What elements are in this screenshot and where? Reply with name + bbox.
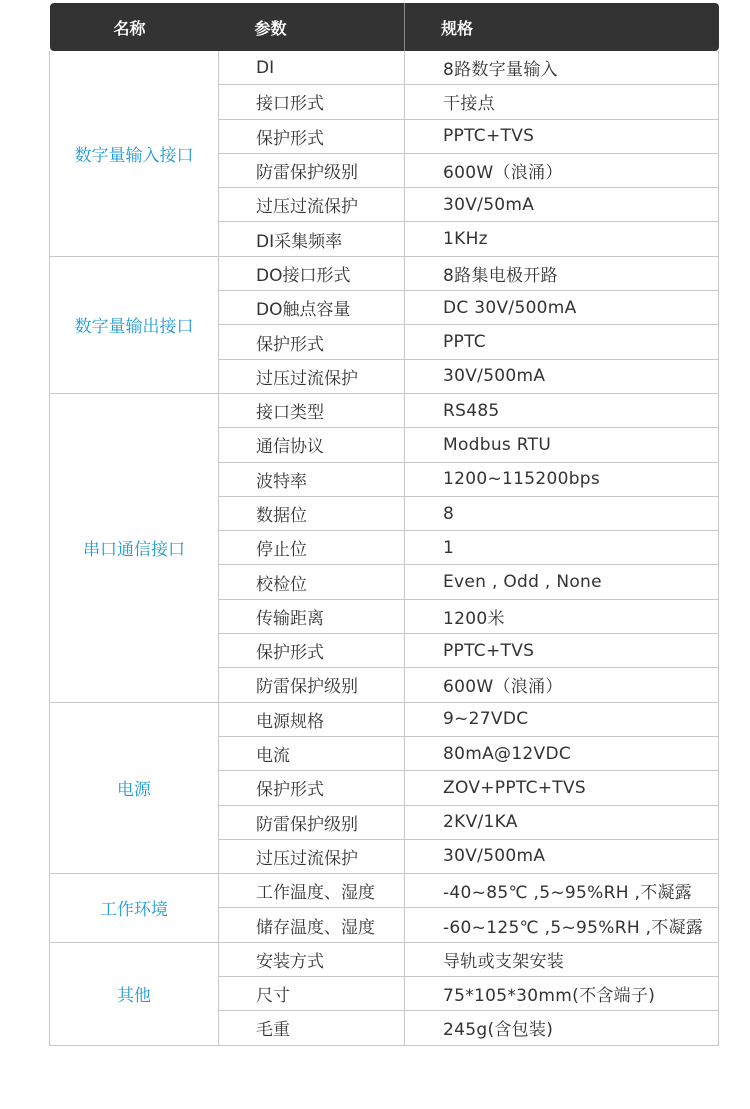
param-cell: 电源规格 <box>219 702 405 736</box>
spec-cell: PPTC+TVS <box>405 634 719 668</box>
param-cell: 过压过流保护 <box>219 359 405 393</box>
param-cell: 保护形式 <box>219 771 405 805</box>
param-cell: 过压过流保护 <box>219 839 405 873</box>
param-cell: 传输距离 <box>219 599 405 633</box>
param-cell: 过压过流保护 <box>219 188 405 222</box>
param-cell: 波特率 <box>219 462 405 496</box>
param-cell: DO接口形式 <box>219 256 405 290</box>
spec-cell: 1KHz <box>405 222 719 256</box>
param-cell: 保护形式 <box>219 325 405 359</box>
param-cell: 保护形式 <box>219 634 405 668</box>
param-cell: DO触点容量 <box>219 291 405 325</box>
group-name: 其他 <box>50 942 219 1045</box>
spec-cell: ZOV+PPTC+TVS <box>405 771 719 805</box>
spec-cell: 75*105*30mm(不含端子) <box>405 977 719 1011</box>
spec-cell: 30V/500mA <box>405 839 719 873</box>
header-row <box>50 3 719 51</box>
param-cell: 电流 <box>219 736 405 770</box>
spec-cell: -40~85℃ ,5~95%RH ,不凝露 <box>405 874 719 908</box>
param-cell: 通信协议 <box>219 428 405 462</box>
header-param: 参数 <box>219 3 405 51</box>
spec-cell: 600W（浪涌） <box>405 668 719 702</box>
table-row <box>50 874 719 908</box>
spec-table <box>49 3 719 1046</box>
param-cell: 毛重 <box>219 1011 405 1045</box>
table-row <box>50 393 719 427</box>
table-row <box>50 256 719 290</box>
spec-cell: RS485 <box>405 393 719 427</box>
param-cell: 防雷保护级别 <box>219 805 405 839</box>
group-name: 数字量输出接口 <box>50 256 219 393</box>
spec-cell: 9~27VDC <box>405 702 719 736</box>
spec-cell: 2KV/1KA <box>405 805 719 839</box>
spec-cell: 导轨或支架安装 <box>405 942 719 976</box>
spec-cell: 30V/50mA <box>405 188 719 222</box>
spec-body <box>50 51 719 1045</box>
group-name: 电源 <box>50 702 219 873</box>
spec-cell: PPTC <box>405 325 719 359</box>
table-row <box>50 942 719 976</box>
param-cell: DI采集频率 <box>219 222 405 256</box>
spec-cell: Even , Odd , None <box>405 565 719 599</box>
param-cell: 数据位 <box>219 496 405 530</box>
param-cell: 接口形式 <box>219 85 405 119</box>
spec-cell: 1200米 <box>405 599 719 633</box>
param-cell: 保护形式 <box>219 119 405 153</box>
group-name: 数字量输入接口 <box>50 51 219 256</box>
param-cell: 储存温度、湿度 <box>219 908 405 942</box>
spec-cell: Modbus RTU <box>405 428 719 462</box>
group-name: 串口通信接口 <box>50 393 219 702</box>
param-cell: 防雷保护级别 <box>219 668 405 702</box>
param-cell: 接口类型 <box>219 393 405 427</box>
param-cell: 校检位 <box>219 565 405 599</box>
param-cell: 防雷保护级别 <box>219 153 405 187</box>
spec-cell: DC 30V/500mA <box>405 291 719 325</box>
group-name: 工作环境 <box>50 874 219 943</box>
spec-cell: 1200~115200bps <box>405 462 719 496</box>
param-cell: 安装方式 <box>219 942 405 976</box>
spec-cell: 干接点 <box>405 85 719 119</box>
spec-cell: 600W（浪涌） <box>405 153 719 187</box>
spec-cell: 8 <box>405 496 719 530</box>
spec-cell: 1 <box>405 531 719 565</box>
spec-cell: 8路数字量输入 <box>405 51 719 85</box>
header-name: 名称 <box>50 3 219 51</box>
param-cell: 尺寸 <box>219 977 405 1011</box>
spec-cell: 8路集电极开路 <box>405 256 719 290</box>
spec-cell: PPTC+TVS <box>405 119 719 153</box>
param-cell: DI <box>219 51 405 85</box>
header-spec: 规格 <box>405 3 719 51</box>
param-cell: 停止位 <box>219 531 405 565</box>
spec-cell: 80mA@12VDC <box>405 736 719 770</box>
spec-cell: -60~125℃ ,5~95%RH ,不凝露 <box>405 908 719 942</box>
param-cell: 工作温度、湿度 <box>219 874 405 908</box>
spec-cell: 245g(含包装) <box>405 1011 719 1045</box>
table-row <box>50 702 719 736</box>
table-row <box>50 51 719 85</box>
spec-cell: 30V/500mA <box>405 359 719 393</box>
